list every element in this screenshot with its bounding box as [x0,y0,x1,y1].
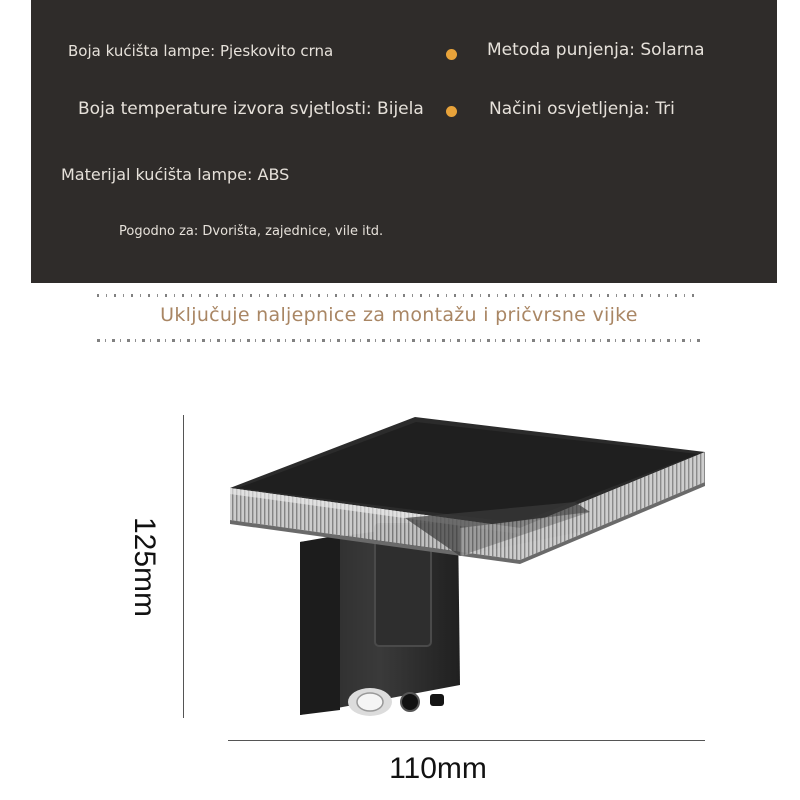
solar-wall-lamp-image [220,410,720,725]
height-dimension-label: 125mm [128,516,161,618]
spec-charging-method: Metoda punjenja: Solarna [487,40,705,60]
spec-lighting-modes: Načini osvjetljenja: Tri [489,99,675,119]
included-items-banner [97,294,701,342]
banner-text: Uključuje naljepnice za montažu i pričvrsne vijke [160,304,638,326]
spec-housing-material: Materijal kućišta lampe: ABS [61,165,290,184]
spec-panel [31,0,777,283]
height-dimension-line [183,415,184,718]
banner-torn-edge-top [97,294,701,297]
spec-light-temperature: Boja temperature izvora svjetlosti: Bijela [78,99,424,119]
spec-suitable-for: Pogodno za: Dvorišta, zajednice, vile itd. [119,224,384,239]
spec-housing-color: Boja kućišta lampe: Pjeskovito crna [68,42,334,60]
bullet-dot-icon [446,49,457,60]
bullet-dot-icon [446,106,457,117]
width-dimension-label: 110mm [389,752,487,785]
banner-torn-edge-bottom [97,339,701,342]
width-dimension-line [228,740,705,741]
